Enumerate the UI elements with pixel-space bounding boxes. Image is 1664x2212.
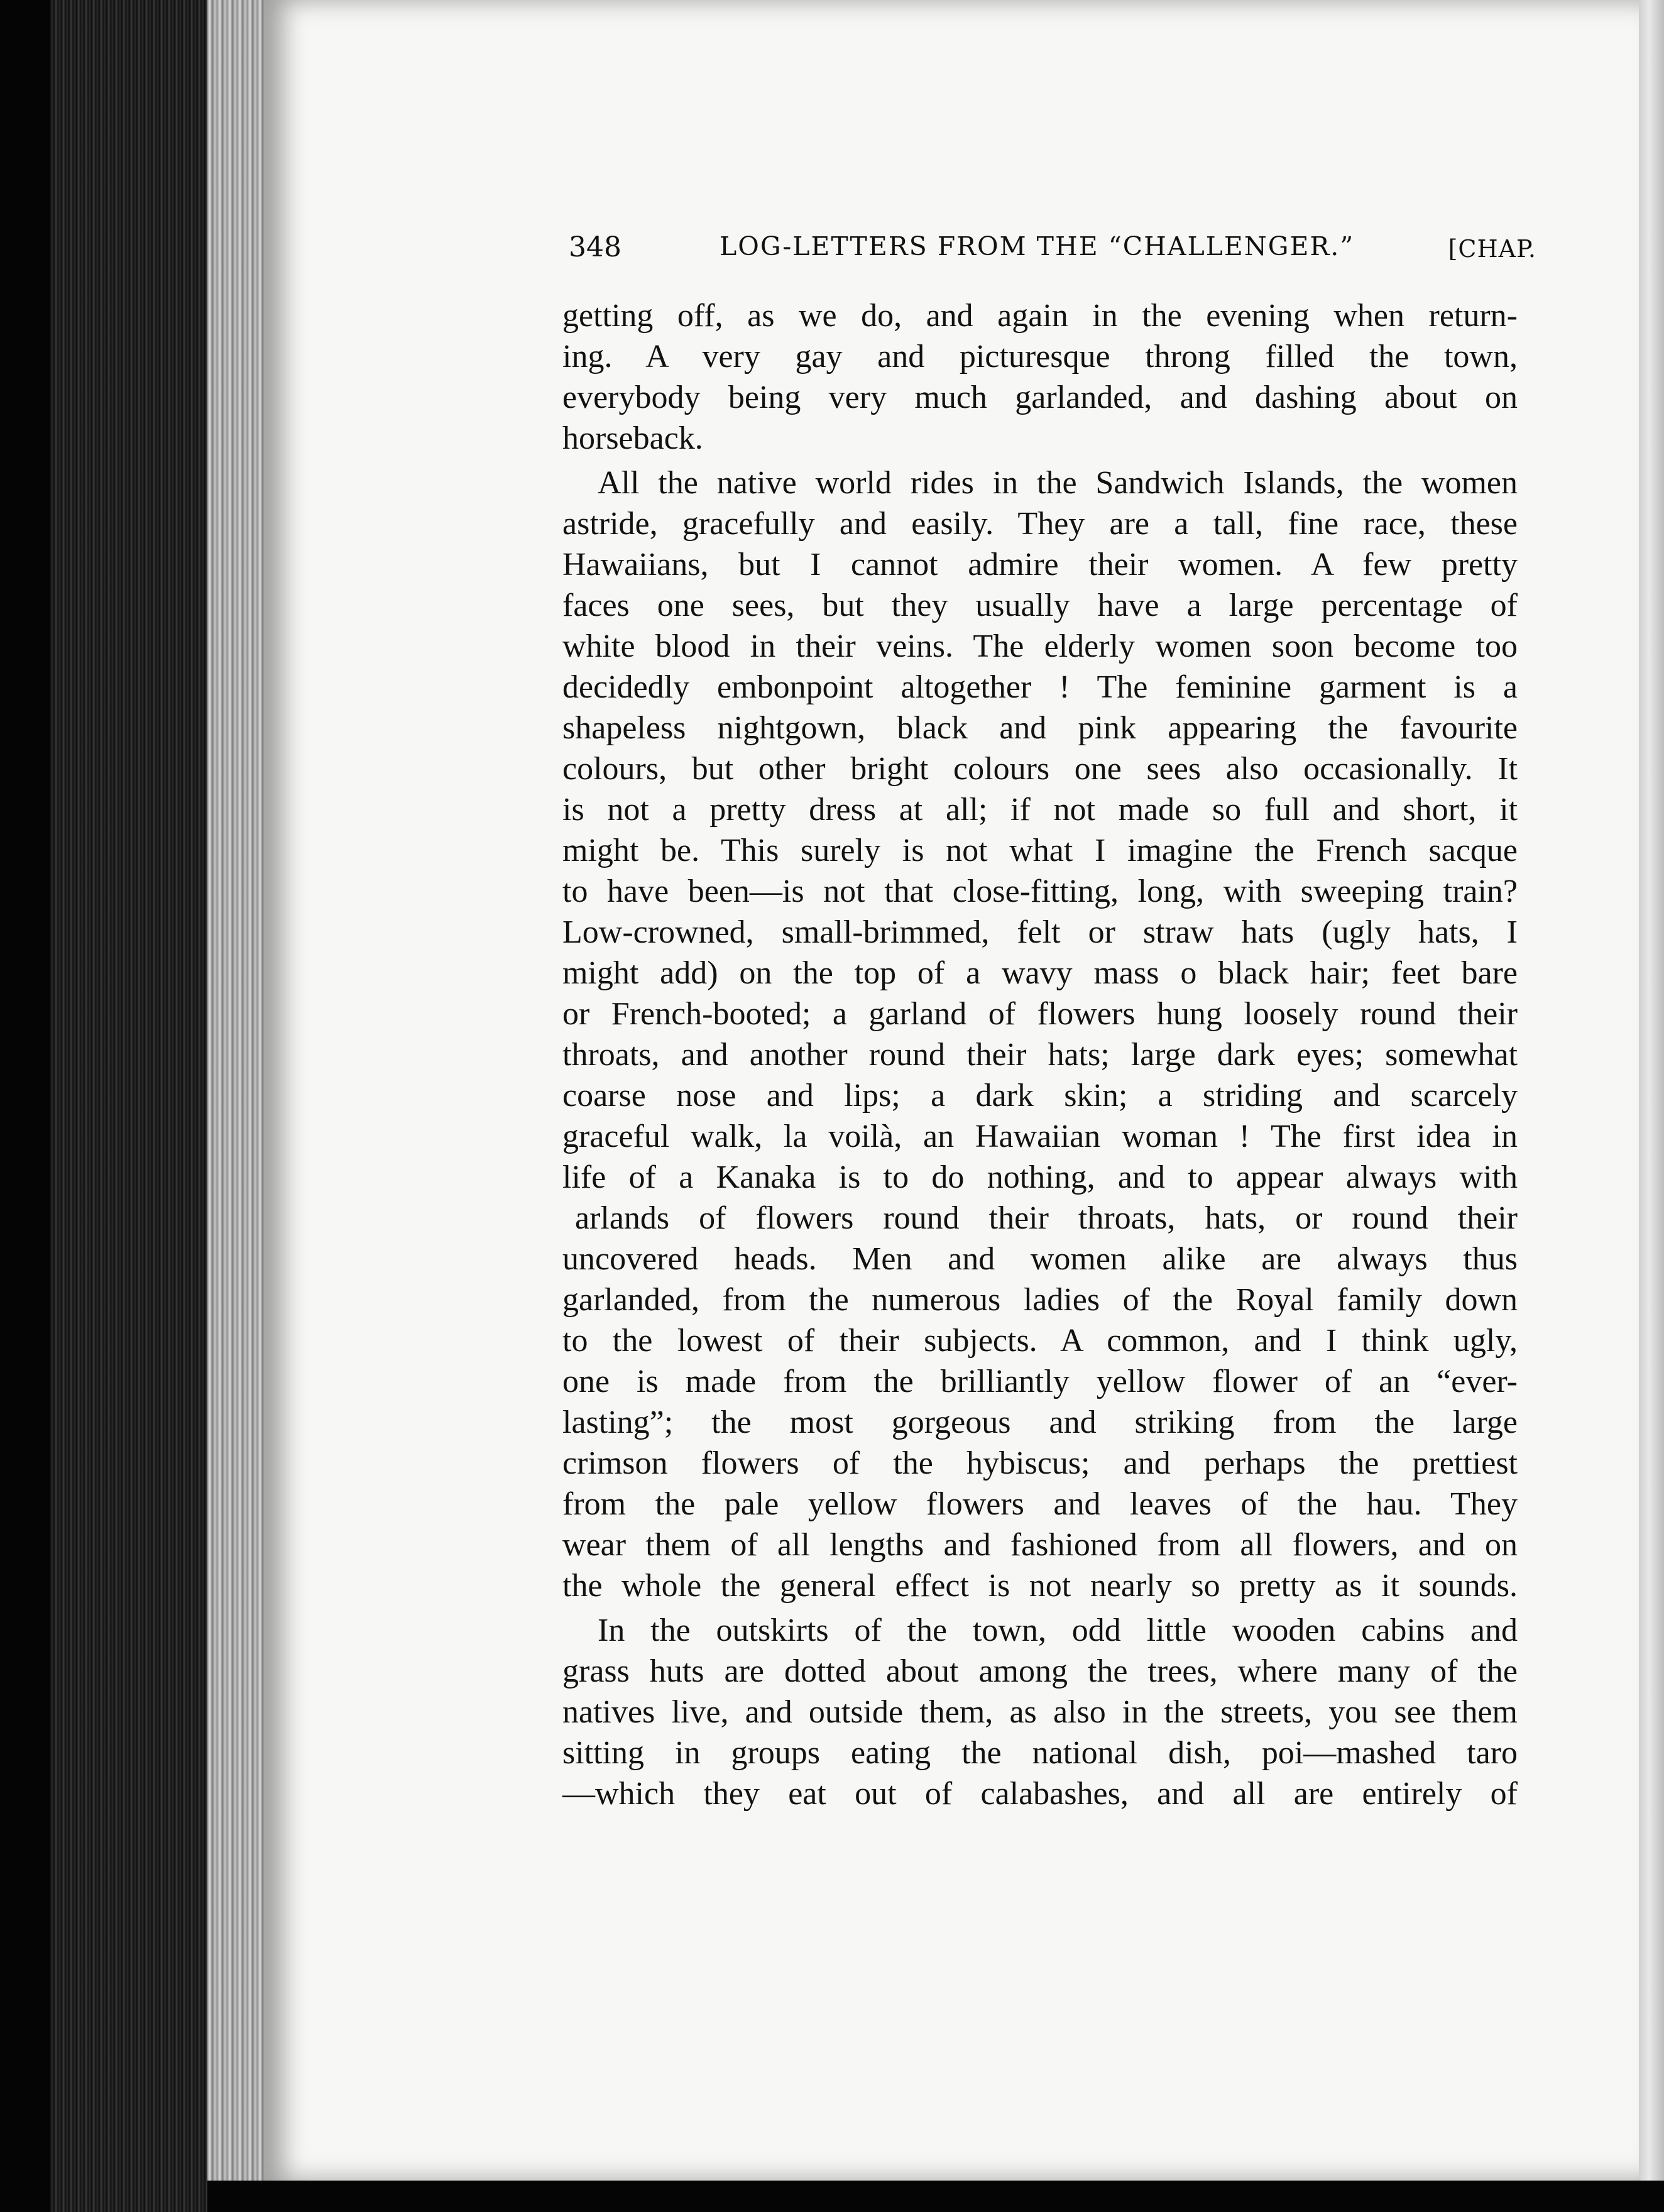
paragraph-3 [562,1610,1518,1814]
text-line: wear them of all lengths and fashioned from all flowers, and on [562,1527,1518,1563]
text-line: arlands of flowers round their throats, hats, or round their [575,1200,1518,1236]
text-line: colours, but other bright colours one sees also occasionally. It [562,751,1518,787]
text-line: uncovered heads. Men and women alike are always thus [562,1241,1518,1277]
text-line: getting off, as we do, and again in the evening when return- [562,298,1518,334]
text-line: the whole the general effect is not nearly so pretty as it sounds. [562,1568,1518,1604]
text-line: coarse nose and lips; a dark skin; a striding and scarcely [562,1078,1518,1114]
text-line: throats, and another round their hats; large dark eyes; somewhat [562,1037,1518,1073]
body-text [562,295,1518,1818]
page-header [569,231,1536,275]
right-page-edge [1639,0,1664,2212]
text-line: graceful walk, la voilà, an Hawaiian woman ! The first idea in [562,1119,1518,1154]
text-line: horseback. [562,420,703,456]
text-line: garlanded, from the numerous ladies of the Royal family down [562,1282,1518,1318]
running-title: LOG-LETTERS FROM THE “CHALLENGER.” [720,231,1355,261]
text-line: natives live, and outside them, as also in the streets, you see them [562,1694,1518,1730]
paragraph-2 [562,463,1518,1606]
text-line: one is made from the brilliantly yellow flower of an “ever- [562,1364,1518,1399]
text-line: In the outskirts of the town, odd little wooden cabins and [598,1612,1518,1648]
text-line: everybody being very much garlanded, and dashing about on [562,380,1518,415]
text-line: or French-booted; a garland of flowers hung loosely round their [562,996,1518,1032]
text-line: ing. A very gay and picturesque throng filled the town, [562,339,1518,375]
text-line: white blood in their veins. The elderly women soon become too [562,628,1518,664]
text-line: to have been—is not that close-fitting, long, with sweeping train? [562,873,1518,909]
text-line: Low-crowned, small-brimmed, felt or straw hats (ugly hats, I [562,914,1518,950]
text-line: shapeless nightgown, black and pink appearing the favourite [562,710,1518,746]
text-line: decidedly embonpoint altogether ! The feminine garment is a [562,669,1518,705]
text-line: sitting in groups eating the national dish, poi—mashed taro [562,1735,1518,1771]
text-line: to the lowest of their subjects. A common, and I think ugly, [562,1323,1518,1359]
text-line: astride, gracefully and easily. They are a tall, fine race, these [562,506,1518,542]
text-line: All the native world rides in the Sandwich Islands, the women [598,465,1518,501]
text-line: crimson flowers of the hybiscus; and perhaps the prettiest [562,1445,1518,1481]
text-line: life of a Kanaka is to do nothing, and to appear always with [562,1159,1518,1195]
text-line: faces one sees, but they usually have a large percentage of [562,588,1518,623]
text-line: is not a pretty dress at all; if not made so full and short, it [562,792,1518,828]
paragraph-1 [562,295,1518,459]
text-line: might be. This surely is not what I imagine the French sacque [562,833,1518,868]
text-line: lasting”; the most gorgeous and striking from the large [562,1404,1518,1440]
text-line: Hawaiians, but I cannot admire their women. A few pretty [562,547,1518,583]
bottom-shadow [207,2181,1664,2212]
page-number: 348 [569,231,621,263]
text-line: —which they eat out of calabashes, and all are entirely of [562,1776,1518,1812]
text-line: grass huts are dotted about among the trees, where many of the [562,1653,1518,1689]
text-line: might add) on the top of a wavy mass o black hair; feet bare [562,955,1518,991]
text-line: from the pale yellow flowers and leaves of the hau. They [562,1486,1518,1522]
chapter-marker: [CHAP. [1448,235,1536,263]
